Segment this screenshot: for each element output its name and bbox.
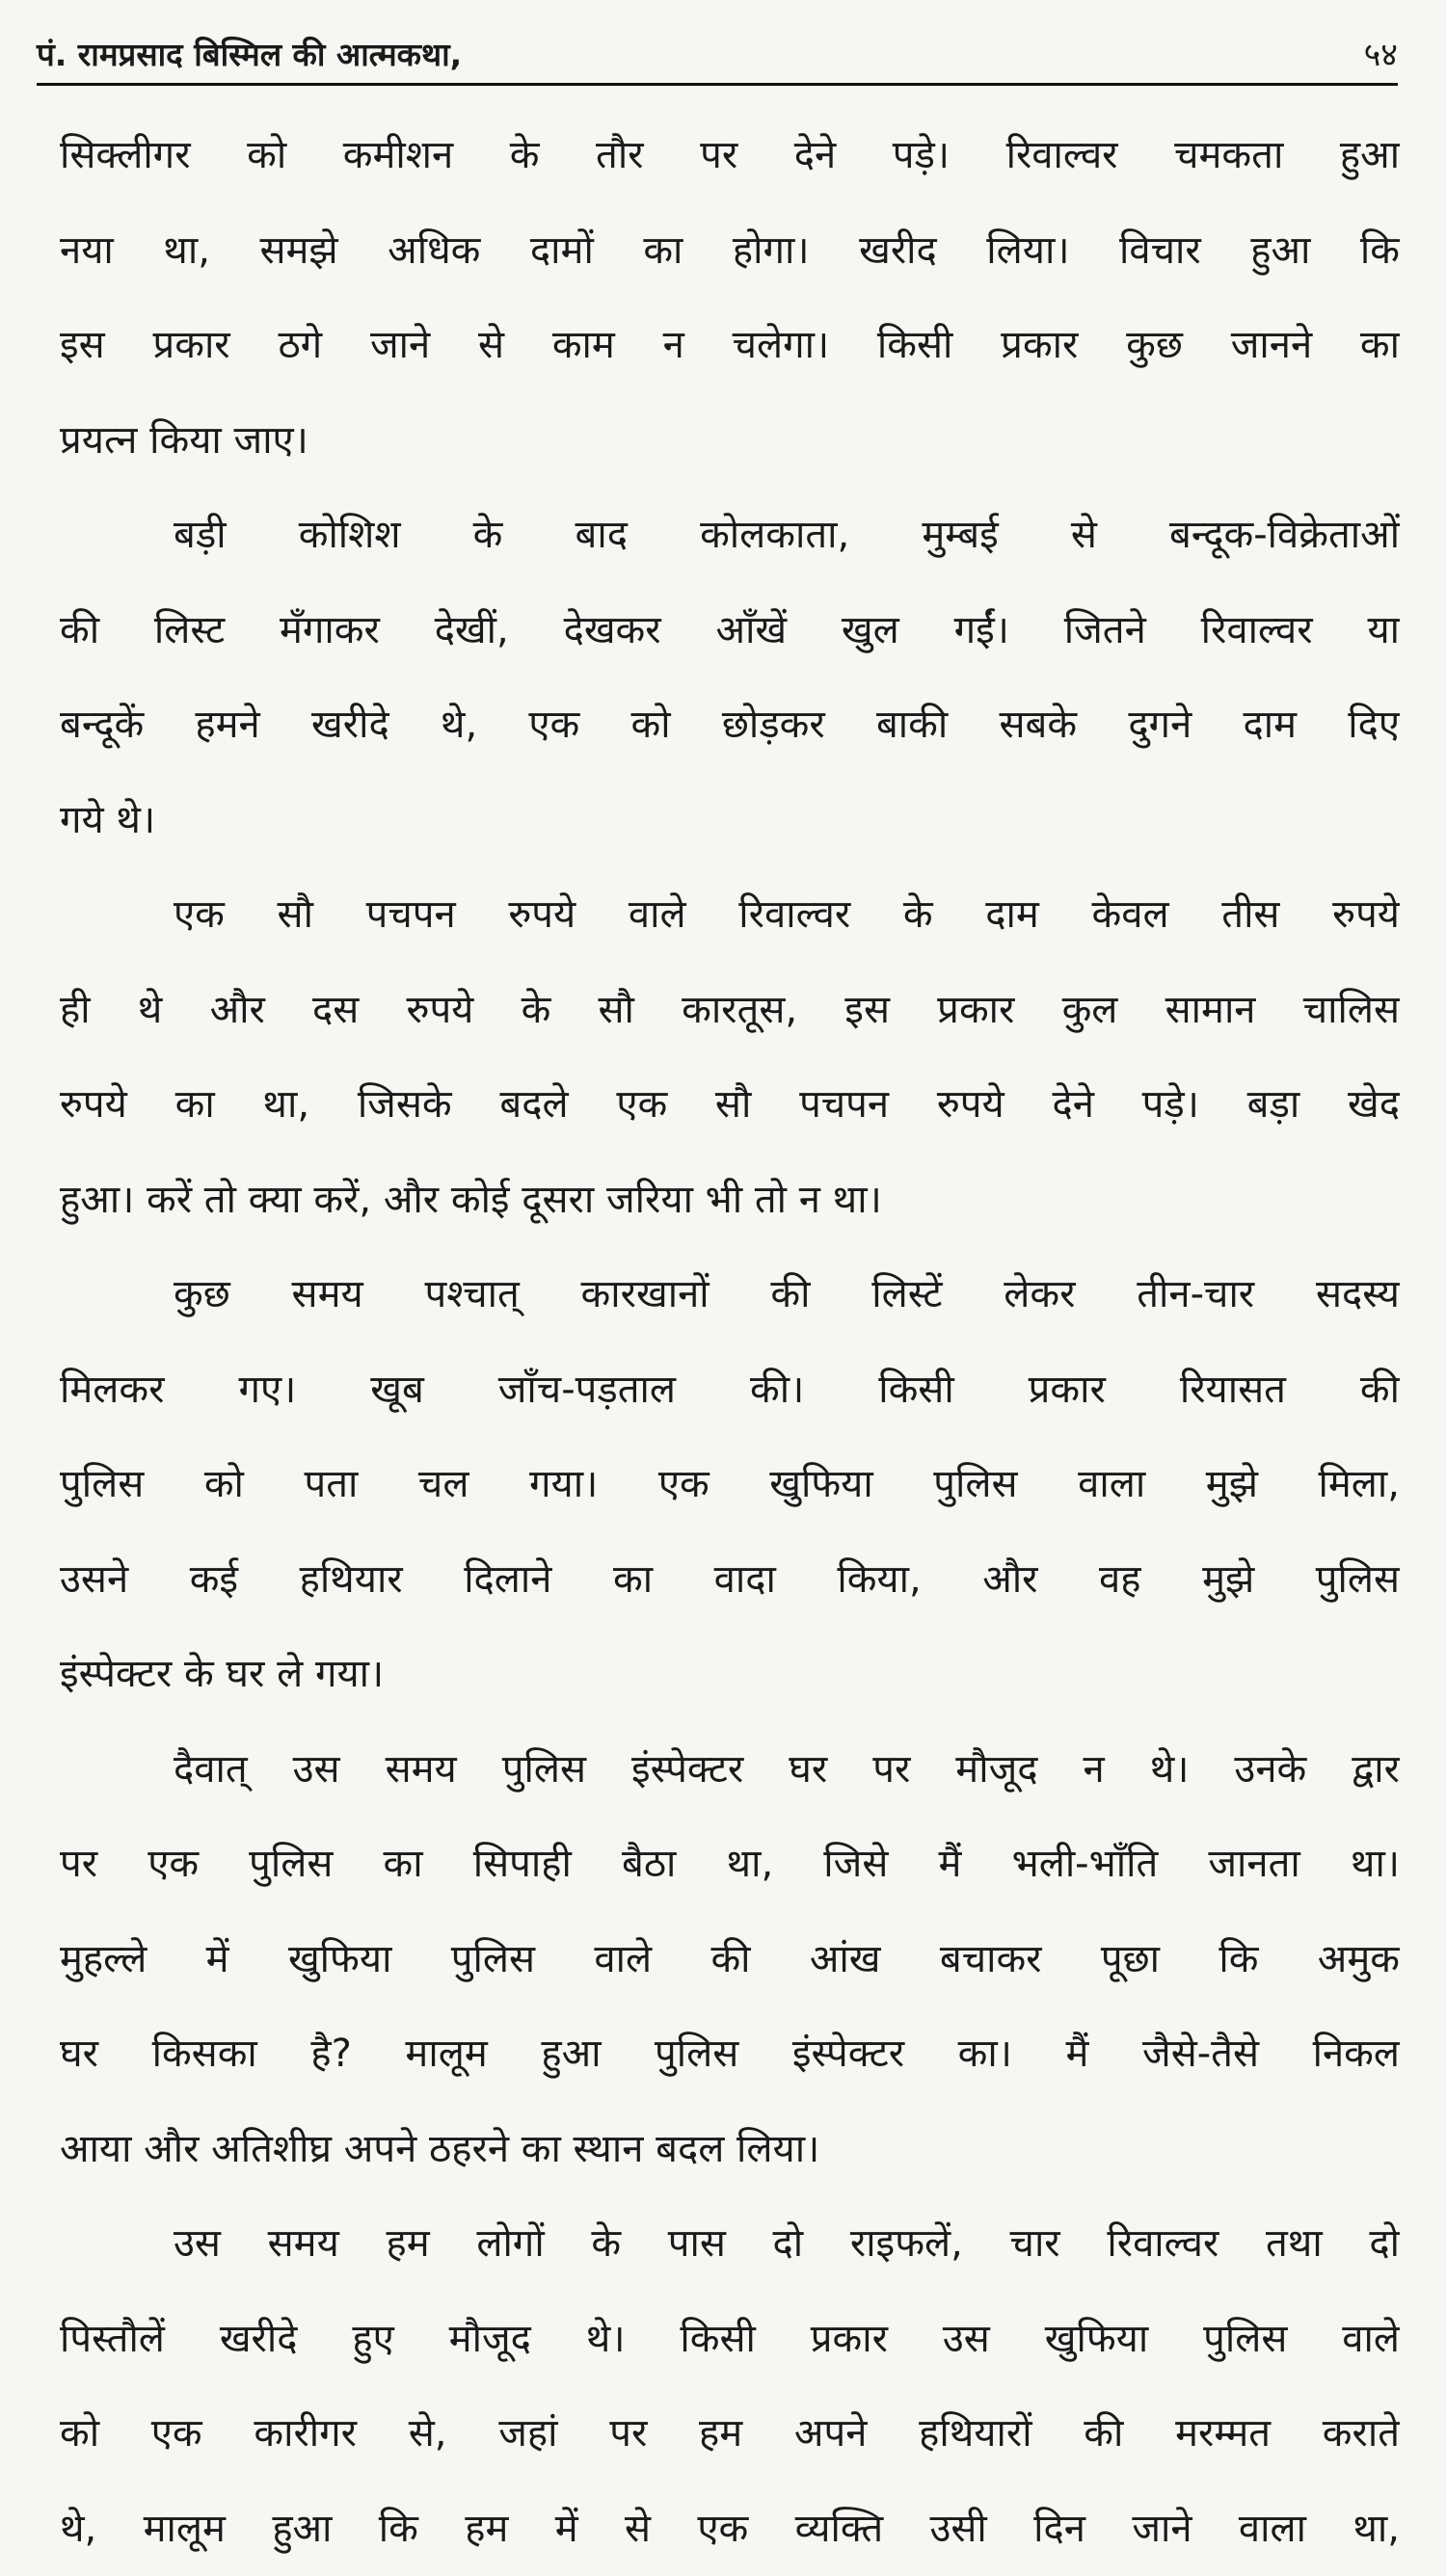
text-line: गये थे। (60, 773, 1400, 868)
text-line: नया था, समझे अधिक दामों का होगा। खरीद लिया। विचार हुआ कि (60, 203, 1400, 299)
text-line: प्रयत्न किया जाए। (60, 393, 1400, 489)
text-line: ही थे और दस रुपये के सौ कारतूस, इस प्रकार कुल सामान चालिस (60, 963, 1400, 1058)
text-line: पर एक पुलिस का सिपाही बैठा था, जिसे मैं भली-भाँति जानता था। (60, 1817, 1400, 1912)
text-line: एक सौ पचपन रुपये वाले रिवाल्वर के दाम केवल तीस रुपये (60, 867, 1400, 963)
text-line: मिलकर गए। खूब जाँच-पड़ताल की। किसी प्रकार रियासत की (60, 1342, 1400, 1438)
text-line: पिस्तौलें खरीदे हुए मौजूद थे। किसी प्रकार उस खुफिया पुलिस वाले (60, 2292, 1400, 2387)
text-line: थे, मालूम हुआ कि हम में से एक व्यक्ति उसी दिन जाने वाला था, (60, 2482, 1400, 2576)
text-line: रुपये का था, जिसके बदले एक सौ पचपन रुपये देने पड़े। बड़ा खेद (60, 1057, 1400, 1153)
text-line: बन्दूकें हमने खरीदे थे, एक को छोड़कर बाकी सबके दुगने दाम दिए (60, 677, 1400, 773)
text-line: आया और अतिशीघ्र अपने ठहरने का स्थान बदल लिया। (60, 2102, 1400, 2197)
text-line: पुलिस को पता चल गया। एक खुफिया पुलिस वाला मुझे मिला, (60, 1437, 1400, 1532)
text-line: मुहल्ले में खुफिया पुलिस वाले की आंख बचाकर पूछा कि अमुक (60, 1912, 1400, 2007)
text-line: उसने कई हथियार दिलाने का वादा किया, और वह मुझे पुलिस (60, 1532, 1400, 1628)
text-line: बड़ी कोशिश के बाद कोलकाता, मुम्बई से बन्दूक-विक्रेताओं (60, 488, 1400, 583)
running-header (37, 29, 1398, 81)
body-text (60, 108, 1400, 2576)
page-number: ५४ (1364, 29, 1398, 81)
text-line: हुआ। करें तो क्या करें, और कोई दूसरा जरिया भी तो न था। (60, 1153, 1400, 1248)
text-line: की लिस्ट मँगाकर देखीं, देखकर आँखें खुल गईं। जितने रिवाल्वर या (60, 583, 1400, 678)
book-title: पं. रामप्रसाद बिस्मिल की आत्मकथा, (37, 29, 462, 81)
text-line: को एक कारीगर से, जहां पर हम अपने हथियारों की मरम्मत कराते (60, 2386, 1400, 2482)
text-line: दैवात् उस समय पुलिस इंस्पेक्टर घर पर मौजूद न थे। उनके द्वार (60, 1722, 1400, 1818)
text-line: इंस्पेक्टर के घर ले गया। (60, 1627, 1400, 1722)
text-line: घर किसका है? मालूम हुआ पुलिस इंस्पेक्टर का। मैं जैसे-तैसे निकल (60, 2006, 1400, 2102)
text-line: उस समय हम लोगों के पास दो राइफलें, चार रिवाल्वर तथा दो (60, 2196, 1400, 2292)
text-line: सिक्लीगर को कमीशन के तौर पर देने पड़े। रिवाल्वर चमकता हुआ (60, 108, 1400, 203)
header-rule (37, 83, 1398, 86)
text-line: कुछ समय पश्चात् कारखानों की लिस्टें लेकर तीन-चार सदस्य (60, 1247, 1400, 1342)
text-line: इस प्रकार ठगे जाने से काम न चलेगा। किसी प्रकार कुछ जानने का (60, 298, 1400, 393)
